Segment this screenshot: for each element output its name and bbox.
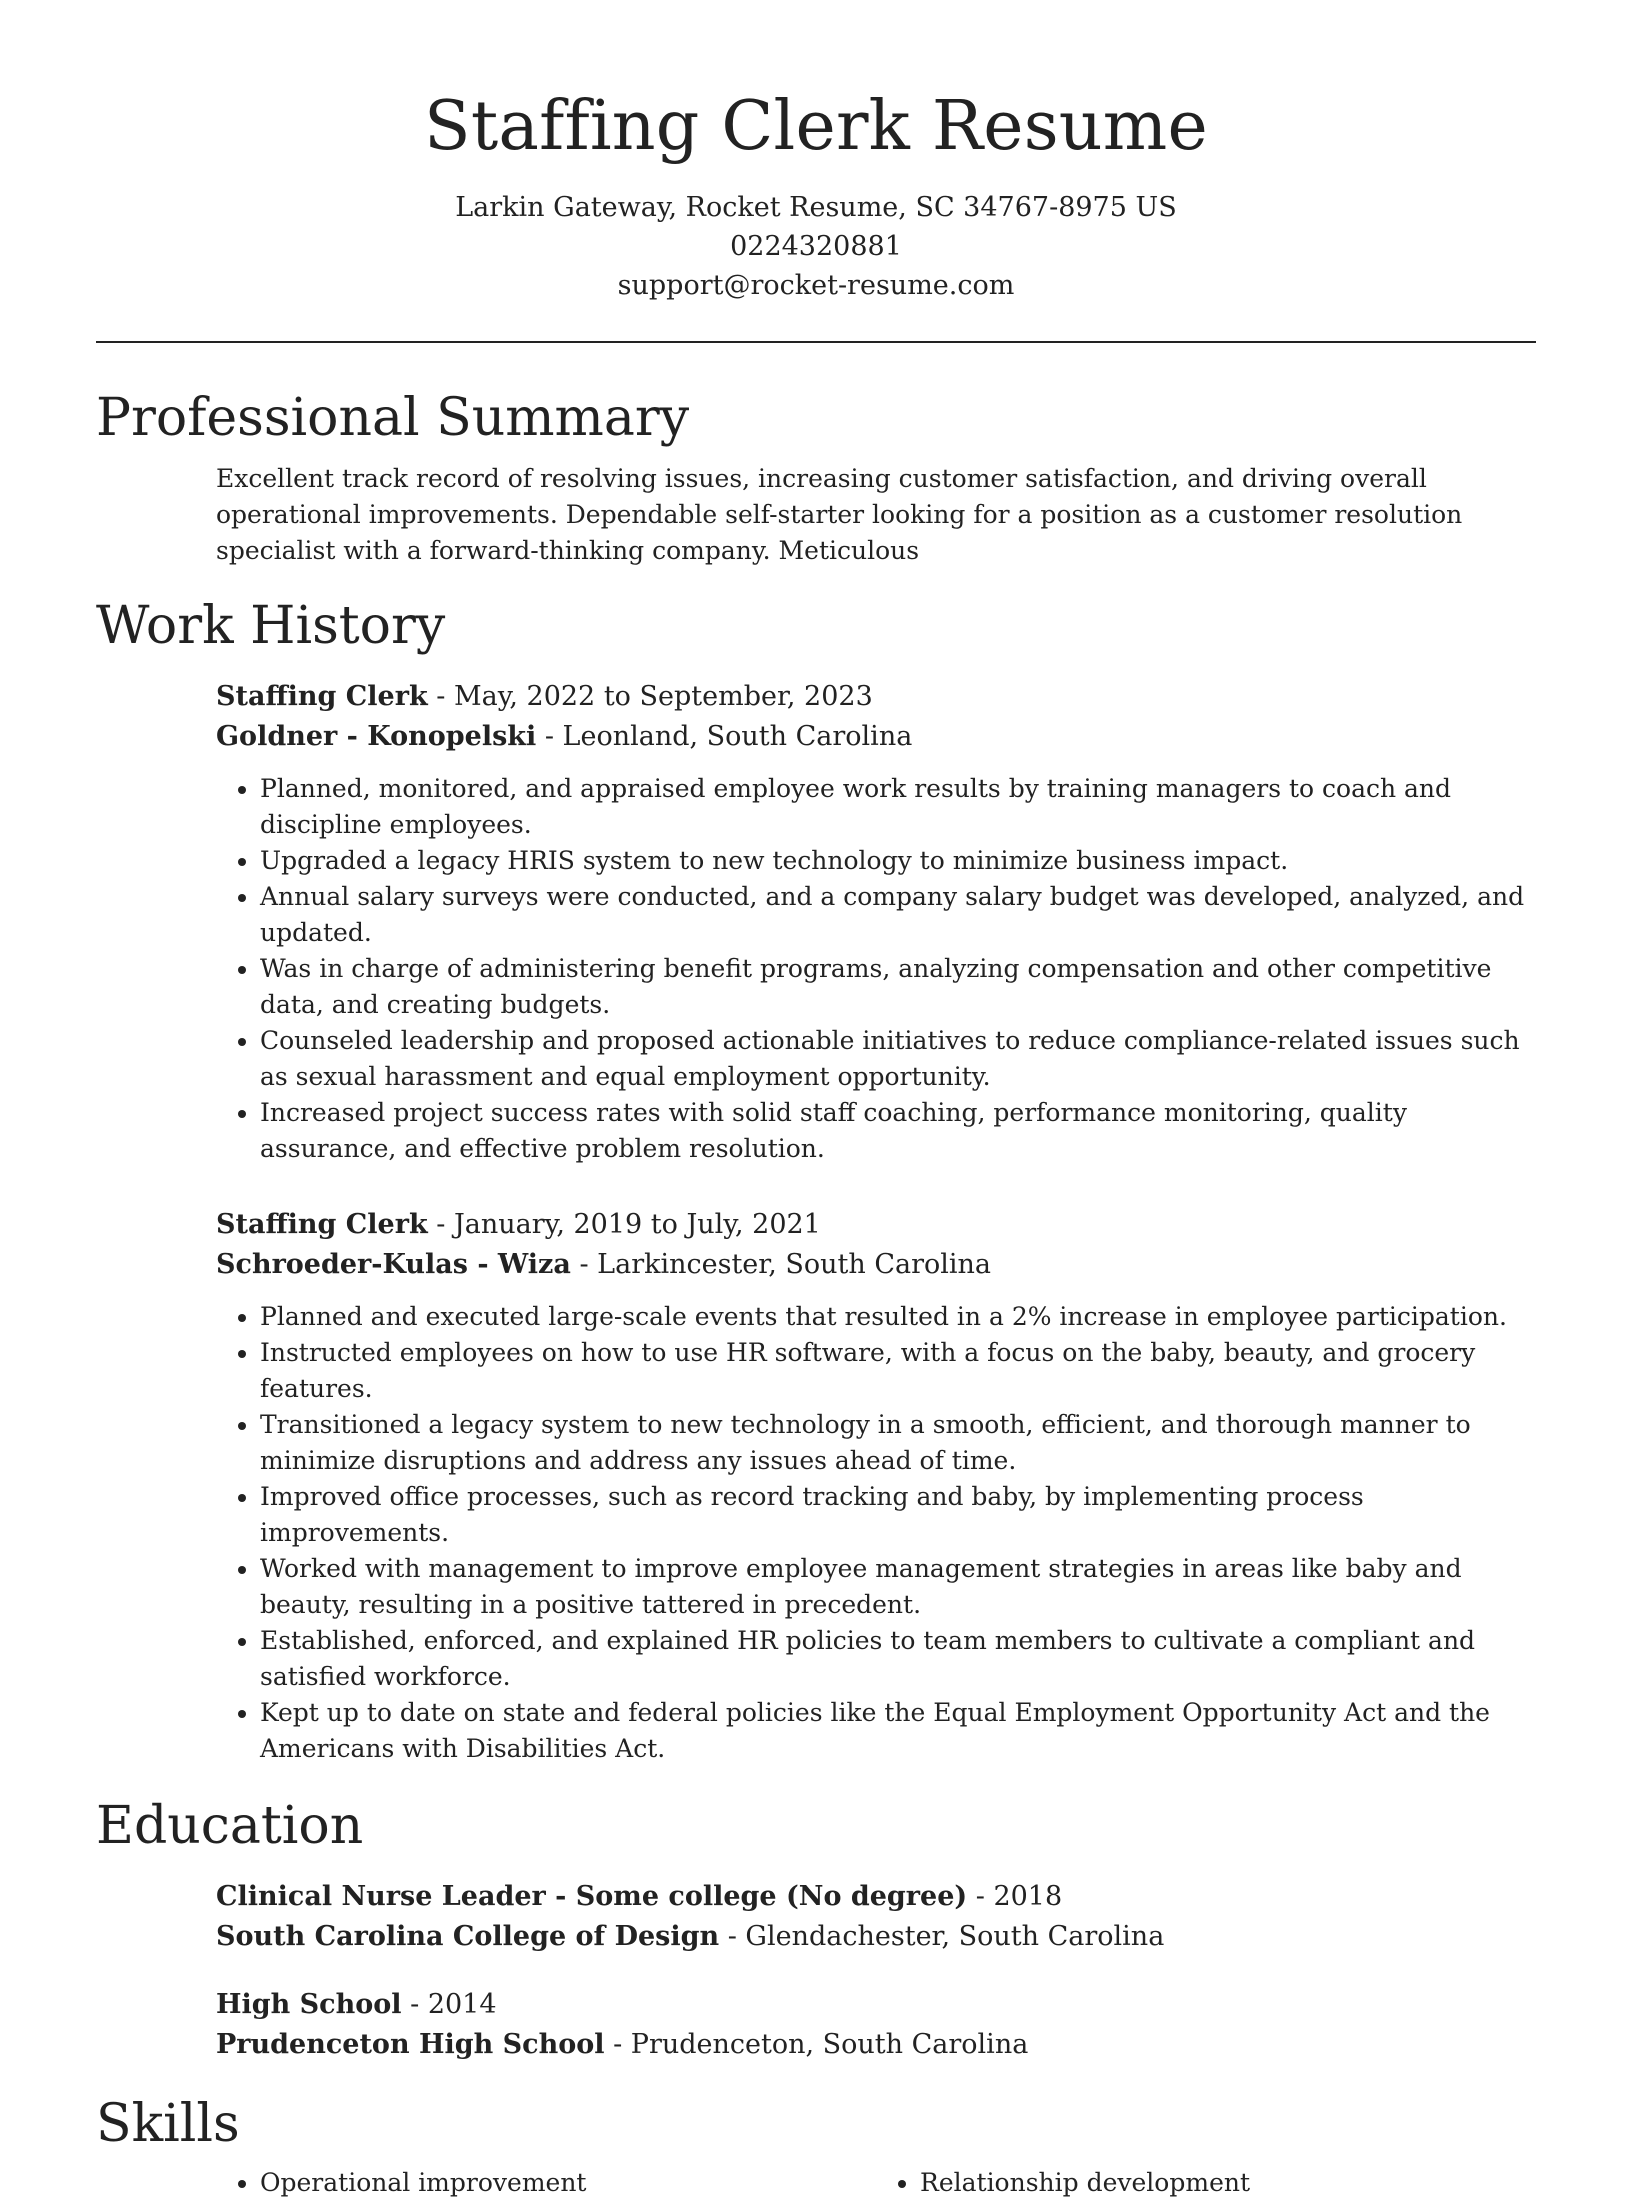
section-work-history [96, 593, 1536, 1767]
job-entry [216, 677, 1536, 1167]
job-location: - Leonland, South Carolina [536, 721, 913, 752]
education-school: South Carolina College of Design [216, 1921, 720, 1952]
job-role: Staffing Clerk [216, 1209, 428, 1240]
section-title: Professional Summary [96, 388, 690, 448]
education-school-line [216, 2025, 1536, 2065]
list-item: • Upgraded a legacy HRIS system to new technology to minimize business impact. [260, 843, 1536, 879]
job-company: Goldner - Konopelski [216, 721, 537, 752]
education-year: - 2018 [967, 1881, 1063, 1912]
list-item: • Improved office processes, such as record tracking and baby, by implementing process improvements. [260, 1479, 1536, 1551]
job-bullets [216, 1299, 1536, 1767]
list-item: • Kept up to date on state and federal policies like the Equal Employment Opportunity Act and the Americans with Disabilities Act. [260, 1695, 1536, 1767]
skills-column-left [216, 2165, 876, 2201]
job-title-line [216, 1205, 1536, 1245]
job-dates: - May, 2022 to September, 2023 [427, 681, 873, 712]
contact-info [96, 188, 1536, 305]
job-title-line [216, 677, 1536, 717]
list-item: • Transitioned a legacy system to new technology in a smooth, efficient, and thorough manner to minimize disruptions and address any issues ahead of time. [260, 1407, 1536, 1479]
summary-text: Excellent track record of resolving issues, increasing customer satisfaction, and driving overall operational improvements. Dependable self-starter looking for a position as a customer resolution specialist with a forward-thinking company. Meticulous [216, 464, 1463, 565]
skill-item: • Relationship development [920, 2165, 1536, 2201]
job-dates: - January, 2019 to July, 2021 [427, 1209, 821, 1240]
education-entry [216, 1877, 1536, 1957]
education-school-line [216, 1917, 1536, 1957]
list-item: • Planned and executed large-scale events that resulted in a 2% increase in employee participation. [260, 1299, 1536, 1335]
skills-column-right [876, 2165, 1536, 2201]
list-item: • Planned, monitored, and appraised employee work results by training managers to coach and discipline employees. [260, 771, 1536, 843]
education-degree-line [216, 1985, 1536, 2025]
list-item: • Increased project success rates with solid staff coaching, performance monitoring, quality assurance, and effective problem resolution. [260, 1095, 1536, 1167]
job-role: Staffing Clerk [216, 681, 428, 712]
section-title: Skills [96, 2094, 240, 2154]
education-location: - Glendachester, South Carolina [719, 1921, 1165, 1952]
list-item: • Annual salary surveys were conducted, and a company salary budget was developed, analyzed, and updated. [260, 879, 1536, 951]
list-item: • Instructed employees on how to use HR software, with a focus on the baby, beauty, and grocery features. [260, 1335, 1536, 1407]
resume-title: Staffing Clerk Resume [424, 87, 1208, 166]
section-education [96, 1793, 1536, 2065]
resume-header [96, 0, 1536, 305]
education-year: - 2014 [401, 1989, 497, 2020]
job-bullets [216, 771, 1536, 1167]
education-school: Prudenceton High School [216, 2029, 605, 2060]
phone: 0224320881 [730, 231, 902, 262]
list-item: • Counseled leadership and proposed actionable initiatives to reduce compliance-related issues such as sexual harassment and equal employment opportunity. [260, 1023, 1536, 1095]
list-item: • Worked with management to improve employee management strategies in areas like baby and beauty, resulting in a positive tattered in precedent. [260, 1551, 1536, 1623]
skills-grid [96, 2165, 1536, 2201]
education-degree-line [216, 1877, 1536, 1917]
job-company: Schroeder-Kulas - Wiza [216, 1249, 571, 1280]
section-professional-summary [96, 385, 1536, 569]
job-location: - Larkincester, South Carolina [570, 1249, 992, 1280]
job-entry [216, 1205, 1536, 1767]
section-skills [96, 2091, 1536, 2201]
education-degree: High School [216, 1989, 402, 2020]
list-item: • Established, enforced, and explained HR policies to team members to cultivate a compliant and satisfied workforce. [260, 1623, 1536, 1695]
section-title: Education [96, 1796, 364, 1856]
education-location: - Prudenceton, South Carolina [604, 2029, 1029, 2060]
list-item: • Was in charge of administering benefit programs, analyzing compensation and other competitive data, and creating budgets. [260, 951, 1536, 1023]
education-degree: Clinical Nurse Leader - Some college (No degree) [216, 1881, 968, 1912]
header-divider [96, 341, 1536, 343]
skill-item: • Operational improvement [260, 2165, 876, 2201]
education-entry [216, 1985, 1536, 2065]
address: Larkin Gateway, Rocket Resume, SC 34767-8975 US [455, 192, 1177, 223]
job-company-line [216, 717, 1536, 757]
email: support@rocket-resume.com [617, 270, 1015, 301]
section-title: Work History [96, 596, 446, 656]
job-company-line [216, 1245, 1536, 1285]
